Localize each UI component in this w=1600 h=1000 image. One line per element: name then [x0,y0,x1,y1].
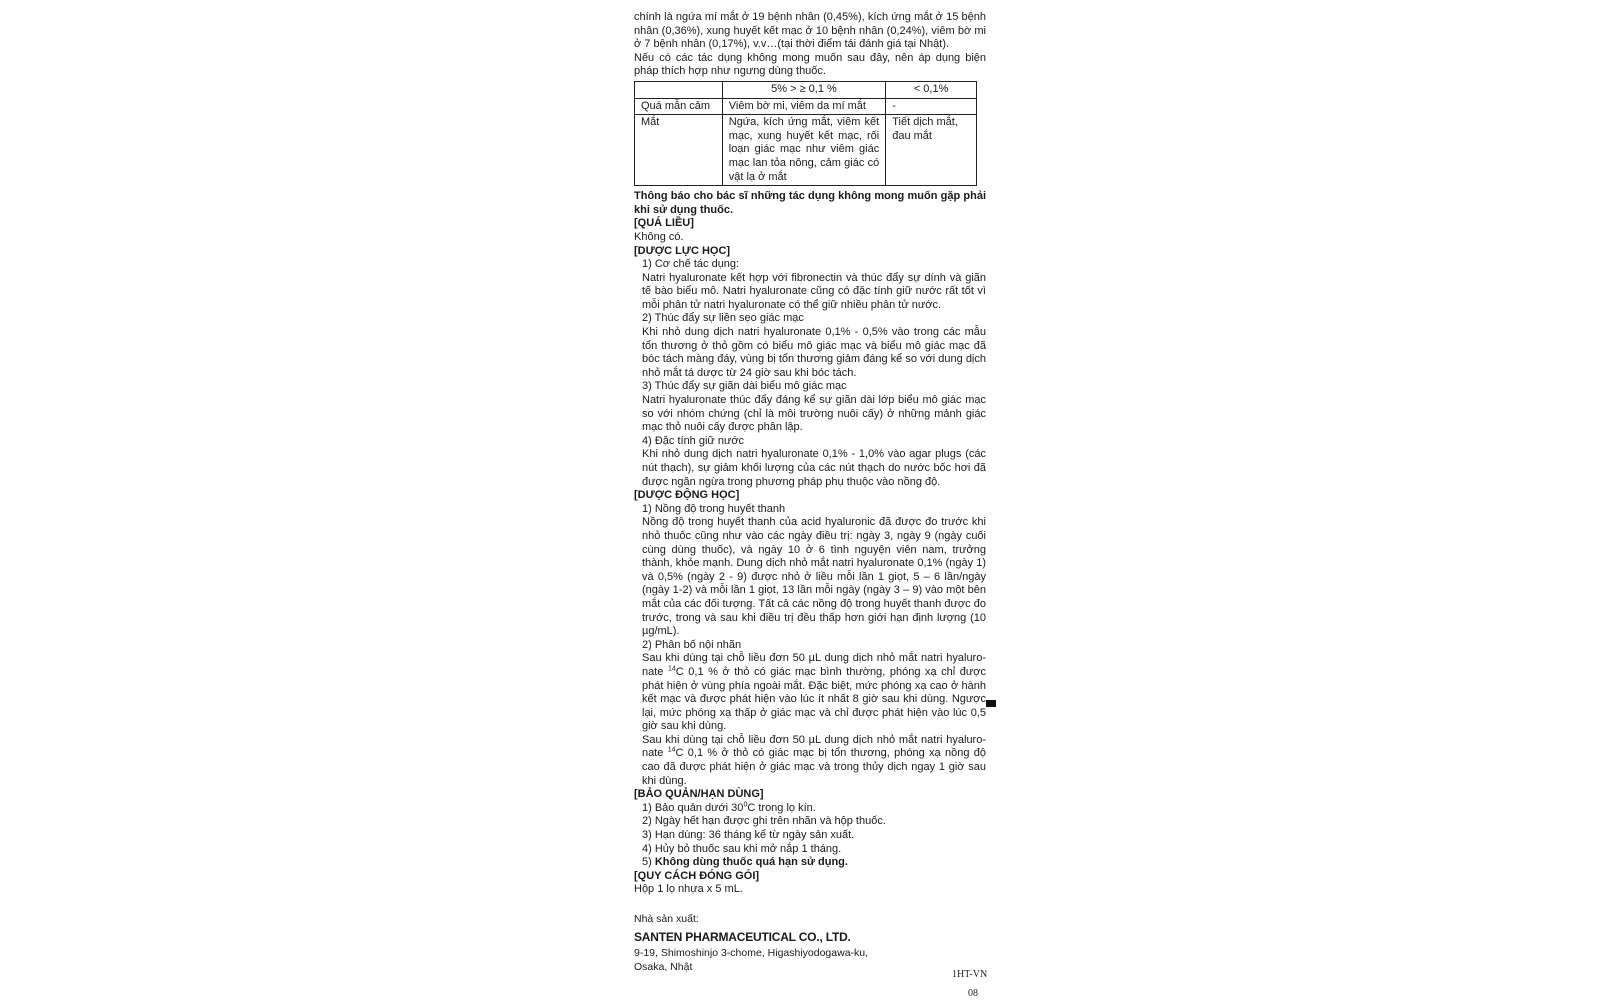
text-run: C trong lọ kín. [747,801,816,814]
storage-item: 2) Ngày hết hạn được ghi trên nhãn và hộp thuốc. [642,815,886,828]
pharmacodynamics-heading: [DƯỢC LỰC HỌC] [634,244,731,257]
leaflet-page [634,11,986,974]
table-header-cell [635,81,723,98]
manufacturer-address: Osaka, Nhật [634,960,693,973]
table-cell: Mắt [635,115,723,186]
table-header-row [635,81,977,98]
storage-item: 3) Hạn dùng: 36 tháng kể từ ngày sản xuất. [642,829,855,842]
text-run: 1) Bảo quản dưới 30 [642,801,744,814]
text-run: Sau khi dùng tại chỗ liều đơn 50 µL dung dịch nhỏ mắt natri hyaluro-nate [642,733,986,760]
storage-item [634,856,986,870]
table-cell: Viêm bờ mi, viêm da mí mắt [722,98,885,115]
manufacturer-block [634,913,986,974]
pk-item-title: 2) Phân bố nội nhãn [642,638,742,651]
pk-distribution-damaged [634,734,986,788]
storage-warning: Không dùng thuốc quá hạn sử dụng. [654,856,848,869]
pk-item-text: Nồng độ trong huyết thanh của acid hyaluronic đã được đo trước khi nhỏ thuốc cũng như vào các ngày điều trị: ngày 3, ngày 9 (ngày cuối cùng dùng thuốc), và ngày 10 ở 6 tình nguyện viên nam, trưởng thành, khỏe mạnh. Dung dịch nhỏ mắt natri hyaluronate 0,1% (ngày 1) và 0,5% (ngày 2 - 9) được nhỏ ở liều mỗi lần 1 giọt, 5 – 6 lần/ngày (ngày 1-2) và mỗi lần 1 giọt, 13 lần mỗi ngày (ngày 3 – 9) vào một bên mắt của các đối tượng. Tất cả các nồng độ trong huyết thanh được đo trước, trong và sau khi điều trị đều thấp hơn giới hạn định lượng (10 µg/mL). [642,516,986,638]
registration-mark [986,700,996,707]
packaging-text: Hộp 1 lọ nhựa x 5 mL. [634,883,743,896]
isotope-mass: 14 [667,665,676,673]
table-row [635,98,977,115]
pd-item-text: Khi nhỏ dung dịch natri hyaluronate 0,1% - 0,5% vào trong các mẫu tổn thương ở thỏ gồm có biểu mô giác mạc và biểu mô giác mạc đã bóc tách màng đáy, vùng bị tổn thương giảm đáng kể so với dung dịch nhỏ mắt tá dược từ 24 giờ sau khi bóc tách. [642,326,986,379]
pd-item-text: Natri hyaluronate thúc đẩy đáng kể sự giãn dài lớp biểu mô giác mạc so với nhóm chứng (chỉ là môi trường nuôi cấy) ở những mảnh giác mạc thỏ nuôi cấy được phân lập. [642,394,986,434]
storage-item [634,802,986,816]
pk-distribution-normal [634,652,986,734]
table-intro: Nếu có các tác dụng không mong muốn sau đây, nên áp dụng biện pháp thích hợp như ngưng dùng thuốc. [634,51,986,78]
packaging-heading: [QUY CÁCH ĐÓNG GÓI] [634,869,760,882]
text-run: Sau khi dùng tại chỗ liều đơn 50 µL dung dịch nhỏ mắt natri hyaluro-nate [642,652,986,678]
text-run: 0,1 % ở thỏ có giác mạc bị tổn thương, phóng xạ nồng độ cao đã được phát hiện ở giác mạc và trong thủy dịch ngay 1 giờ sau khi dùng. [642,747,986,787]
pk-item-title: 1) Nồng độ trong huyết thanh [642,502,786,515]
table-header-cell: < 0,1% [886,81,977,98]
table-cell: Tiết dịch mắt, đau mắt [886,115,977,186]
manufacturer-address: 9-19, Shimoshinjo 3-chome, Higashiyodogawa-ku, [634,947,869,960]
adverse-effects-table [634,81,977,186]
isotope-symbol: C [675,747,684,760]
doctor-notice: Thông báo cho bác sĩ những tác dụng không mong muốn gặp phải khi sử dụng thuốc. [634,190,986,216]
storage-item: 4) Hủy bỏ thuốc sau khi mở nắp 1 tháng. [642,842,842,855]
table-cell: Ngứa, kích ứng mắt, viêm kết mạc, xung huyết kết mạc, rối loạn giác mạc như viêm giác mạc lan tỏa nông, cảm giác có vật lạ ở mắt [722,115,885,186]
pd-item-title: 3) Thúc đẩy sự giãn dài biểu mô giác mạc [642,380,847,393]
pd-item-text: Khi nhỏ dung dịch natri hyaluronate 0,1% - 1,0% vào agar plugs (các nút thạch), sự giảm khối lượng của các nút thạch do nước bốc hơi đã được ngăn ngừa trong phương pháp phụ thuộc vào nồng độ. [642,448,986,488]
degree-mark: 0 [743,801,748,809]
isotope-symbol: C [675,665,684,678]
pd-item-title: 2) Thúc đẩy sự liền sẹo giác mạc [642,312,804,325]
pd-item-title: 4) Đặc tính giữ nước [642,434,745,447]
storage-heading: [BẢO QUẢN/HẠN DÙNG] [634,788,764,801]
print-version: 08 [968,988,978,999]
table-header-cell: 5% > ≥ 0,1 % [722,81,885,98]
table-cell: - [886,98,977,115]
manufacturer-name: SANTEN PHARMACEUTICAL CO., LTD. [634,929,851,944]
pd-item-text: Natri hyaluronate kết hợp với fibronectin và thúc đẩy sự dính và giãn tế bào biểu mô. Natri hyaluronate cũng có đặc tính giữ nước rất tốt vì mỗi phân tử natri hyaluronate có thể giữ nhiều phân tử nước. [642,271,986,311]
isotope-mass: 14 [667,746,676,754]
overdose-heading: [QUÁ LIỀU] [634,217,694,230]
text-run: 0,1 % ở thỏ có giác mạc bình thường, phóng xạ chỉ được phát hiện ở vùng phía ngoài mắt. Đặc biệt, mức phóng xạ cao ở hành kết mạc và được phát hiện vào lúc ít nhất 8 giờ sau khi dùng. Ngược lại, mức phóng xạ thấp ở giác mạc và chỉ được phát hiện vào lúc 0,5 giờ sau khi dùng. [642,665,986,733]
text-run: 5) [642,856,655,869]
table-row [635,115,977,186]
intro-paragraph: chính là ngứa mí mắt ở 19 bệnh nhân (0,45%), kích ứng mắt ở 15 bệnh nhân (0,36%), xung huyết kết mạc ở 10 bệnh nhân (0,24%), viêm bờ mi ở 7 bệnh nhân (0,17%), v.v…(tại thời điểm tái đánh giá tại Nhật). [634,11,986,51]
manufacturer-label: Nhà sản xuất: [634,913,699,925]
print-code: 1HT-VN [952,969,988,980]
pd-item-title: 1) Cơ chế tác dụng: [642,258,740,271]
pharmacokinetics-heading: [DƯỢC ĐỘNG HỌC] [634,489,740,502]
table-cell: Quá mẫn cảm [635,98,723,115]
overdose-text: Không có. [634,230,684,243]
